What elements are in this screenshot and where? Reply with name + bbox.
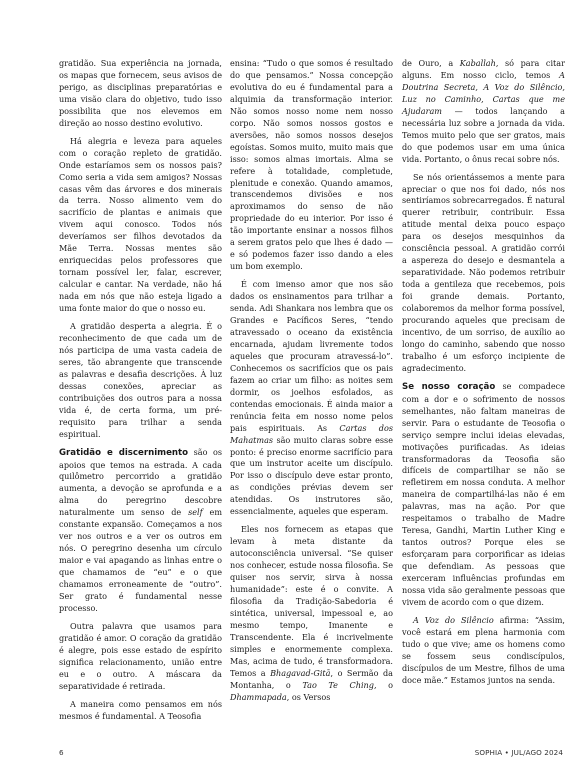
text-run: afirma: “Assim, você estará em plena harmonia com tudo o que vive; ame os homens como se fossem seus condiscípulos, discípulos de um Mestre, filhos de uma doce mãe.” Estamos juntos na senda. [402, 614, 565, 685]
italic-text: Dhammapada [230, 691, 287, 702]
magazine-footer: SOPHIA • JUL/AGO 2024 [474, 748, 563, 757]
text-run: , o [373, 679, 393, 690]
paragraph: A gratidão desperta a alegria. É o reconhecimento de que cada um de nós participa de uma vasta cadeia de seres, tão abrangente que transcende as palavras e desafia descrições. À luz dessas conexões, apreciar as contribuições dos outros para a nossa vida é, de certa forma, um pré-requisito para trilhar a senda espiritual. [59, 321, 222, 439]
italic-text: Cartas dos Mahatmas [230, 422, 393, 445]
text-run: em constante expansão. Começamos a nos ver nos outros e a ver os outros em nós. O peregrino desenha um círculo maior e vai apagando as linhas entre o que chamamos de “eu” e o que chamamos erroneamente de “outro”. Ser grato é fundamental nesse processo. [59, 507, 222, 613]
paragraph: Outra palavra que usamos para gratidão é amor. O coração da gratidão é alegre, pois esse estado de espírito significa relacionamento, união entre eu e o outro. A máscara da separatividade é retirada. [59, 620, 222, 691]
italic-text: self [188, 507, 203, 518]
text-run: se compadece com a dor e o sofrimento de nossos semelhantes, não faltam maneiras de servir. Para o estudante de Teosofia o serviço sempre inclui ideias elevadas, motivações purificadas. As ideias transformadoras da Teosofia são difíceis de compartilhar se não se refletirem em nossa conduta. A melhor maneira de compartilhá-las não é em palavras, mas na ação. Por que respeitamos o trabalho de Madre Teresa, Gandhi, Martin Luther King e tantos outros? Porque eles se esforçaram para corporificar as ideias que defendiam. As pessoas que exerceram influências profundas em nossa vida são geralmente pessoas que vivem de acordo com o que dizem. [402, 380, 565, 607]
section-lead-heading: Se nosso coração [402, 381, 496, 392]
paragraph [402, 58, 565, 166]
text-run: são os apoios que temos na estrada. A cada quilômetro percorrido a gratidão aumenta, a devoção se aprofunda e a alma do peregrino descobre naturalmente um senso de [59, 446, 222, 518]
paragraph: A maneira como pensamos em nós mesmos é fundamental. A Teosofia [59, 698, 222, 721]
text-column-3 [402, 58, 565, 693]
page-number: 6 [59, 748, 64, 757]
section-lead-heading: Gratidão e discernimento [59, 447, 189, 458]
paragraph [230, 279, 393, 518]
text-run: são muito claras sobre esse ponto: é preciso enorme sacrifício para que um instrutor aceite um discípulo. Por isso o discípulo deve estar pronto, as condições prévias devem ser atendidas. Os instrutores são, essencialmente, aqueles que esperam. [230, 434, 393, 517]
paragraph: ensina: “Tudo o que somos é resultado do que pensamos.” Nossa concepção evolutiva do eu é fundamental para a alquimia da transformação interior. Não somos nosso nome nem nosso corpo. Não somos nossos gostos e aversões, não somos nossos desejos egoístas. Somos muito, muito mais que isso: somos almas imortais. Alma se refere à totalidade, completude, plenitude e conexão. Quando amamos, transcendemos divisões e nos aproximamos do senso de não propriedade do eu interior. Por isso é tão importante ensinar a nossos filhos a serem gratos pelo que lhes é dado — e só podemos fazer isso dando a eles um bom exemplo. [230, 58, 393, 272]
italic-text: Kaballah [459, 58, 496, 68]
paragraph: Se nós orientássemos a mente para apreciar o que nos foi dado, nós nos sentiríamos sobrecarregados. É natural querer retribuir, contribuir. Essa atitude mental deixa pouco espaço para os desejos mesquinhos da consciência pessoal. A gratidão corrói a aspereza do desejo e desmantela a separatividade. Não podemos retribuir toda a gentileza que recebemos, pois foi grande demais. Portanto, colaboremos da melhor forma possível, procurando aqueles que precisam de incentivo, de um sorriso, de auxílio ao longo do caminho, sabendo que nosso trabalho é um esforço incipiente de agradecimento. [402, 171, 565, 373]
text-column-1 [59, 58, 222, 729]
text-run: de Ouro, a [402, 58, 460, 68]
text-run: É com imenso amor que nos são dados os ensinamentos para trilhar a senda. Adi Shankara nos lembra que os Grandes e Pacíficos Seres, “tendo atravessado o oceano da existência encarnada, ajudam livremente todos aqueles que procuram atravessá-lo”. Conhecemos os sacrifícios que os pais fazem ao criar um filho: as noites sem dormir, os joelhos esfolados, as contendas emocionais. É ainda maior a renúncia feita em nosso nome pelos pais espirituais. As [230, 279, 393, 433]
paragraph: Há alegria e leveza para aqueles com o coração repleto de gratidão. Onde estaríamos sem os nossos pais? Como seria a vida sem amigos? Nossas casas vêm das árvores e dos minerais da terra. Nosso alimento vem do sacrifício de plantas e animais que vivem aqui conosco. Todos nós deveríamos ser filhos devotados da Mãe Terra. Nossas mentes são enriquecidas pelos professores que tornam possível ler, falar, escrever, calcular e cantar. Na verdade, não há nada em nós que não esteja ligado a uma fonte maior do que o nosso eu. [59, 135, 222, 314]
italic-text: Tao Te Ching [302, 679, 374, 690]
text-column-2 [230, 58, 393, 710]
italic-text: A Doutrina Secreta, A Voz do Silêncio, Luz no Caminho, Cartas que me Ajudaram [402, 69, 565, 116]
italic-text: Bhagavad-Gitā [270, 667, 331, 678]
paragraph: gratidão. Sua experiência na jornada, os mapas que fornecem, seus avisos de perigo, as disciplinas preparatórias e uma visão clara do objetivo, tudo isso possibilita que nos elevemos em direção ao nosso destino evolutivo. [59, 58, 222, 128]
italic-text: A Voz do Silêncio [413, 614, 494, 625]
text-run: — todos lançando a necessária luz sobre a jornada da vida. Temos muito pelo que ser gratos, mais do que podemos usar em uma única vida. Portanto, o ônus recai sobre nós. [402, 105, 565, 164]
text-run: , os Versos [286, 691, 331, 702]
paragraph [402, 615, 565, 687]
paragraph-gratitude-discernment [59, 447, 222, 615]
text-run: , o Sermão da Montanha, o [230, 667, 394, 690]
paragraph [230, 524, 393, 703]
text-run: Eles nos fornecem as etapas que levam à meta distante da autoconsciência universal. “Se quiser nos conhecer, estude nossa filosofia. Se quiser nos servir, sirva à nossa humanidade”: este é o convite. A filosofia da Tradição-Sabedoria é sintética, universal, impessoal e, ao mesmo tempo, Imanente e Transcendente. Ela é incrivelmente simples e enormemente complexa. Mas, acima de tudo, é transformadora. Temos a [230, 524, 393, 678]
paragraph-heart [402, 381, 565, 609]
text-run: , só para citar alguns. Em nosso ciclo, temos [402, 58, 565, 80]
